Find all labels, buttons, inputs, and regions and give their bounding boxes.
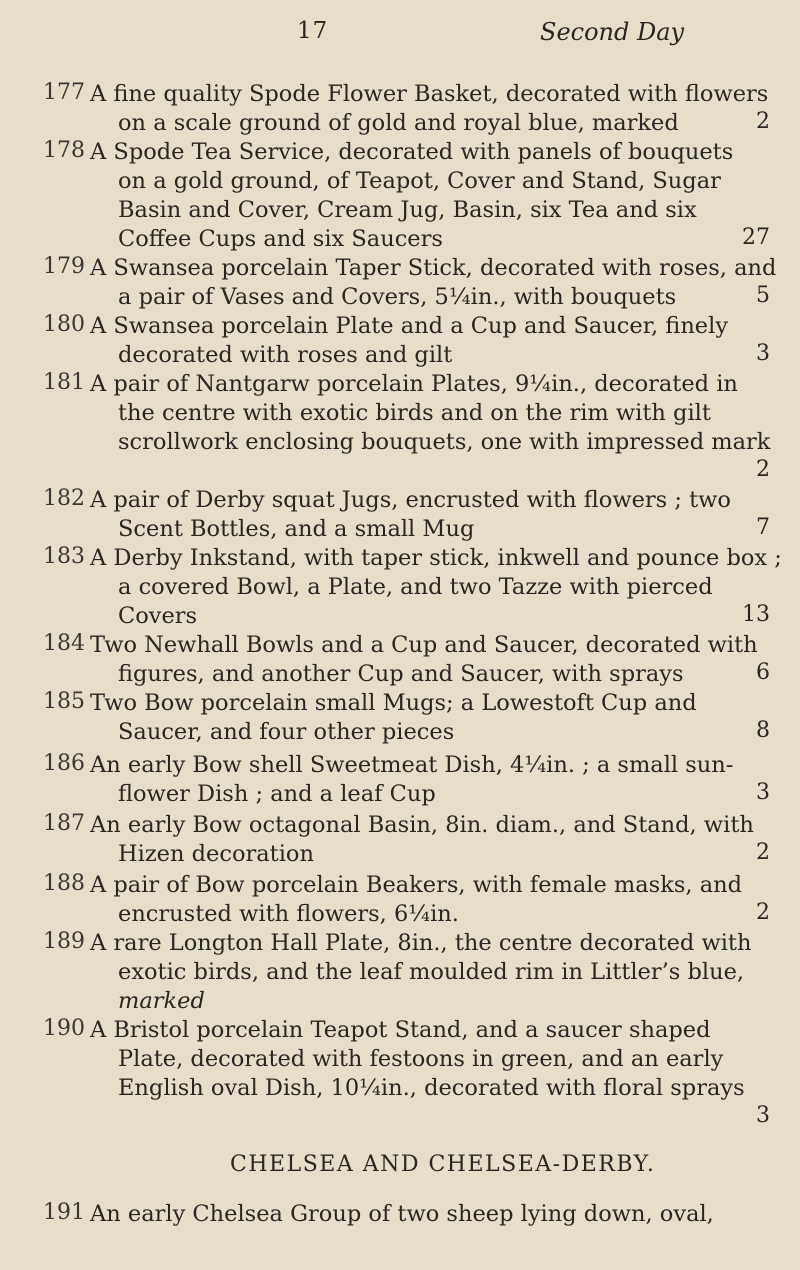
- lot-quantity: 2: [756, 109, 770, 134]
- lot-line: A rare Longton Hall Plate, 8in., the centre decorated with: [90, 930, 752, 956]
- lot-number: 177: [43, 80, 85, 105]
- lot-description: [90, 254, 780, 312]
- page-header: [0, 14, 800, 54]
- lot-number: 191: [43, 1200, 85, 1225]
- lot-description: [90, 1016, 780, 1103]
- lot-description: [90, 1200, 780, 1229]
- lot-description: [90, 689, 780, 747]
- lot-number: 179: [43, 254, 85, 279]
- lot-line: Scent Bottles, and a small Mug: [118, 516, 475, 542]
- lot-description: [90, 80, 780, 138]
- lot-quantity: 8: [756, 718, 770, 743]
- lot-line: Saucer, and four other pieces: [118, 719, 455, 745]
- lot-line: on a gold ground, of Teapot, Cover and Stand, Sugar: [118, 168, 721, 194]
- lot-line: Two Bow porcelain small Mugs; a Lowestoft Cup and: [90, 690, 697, 716]
- lot-description: [90, 312, 780, 370]
- lot-description: [90, 871, 780, 929]
- lot-line: A Swansea porcelain Plate and a Cup and Saucer, finely: [90, 313, 729, 339]
- lot-line: decorated with roses and gilt: [118, 342, 453, 368]
- lot-number: 190: [43, 1016, 85, 1041]
- lot-line: Covers: [118, 603, 198, 629]
- lot-line: An early Chelsea Group of two sheep lying down, oval,: [90, 1201, 714, 1227]
- lot-line: English oval Dish, 10¼in., decorated with floral sprays: [118, 1075, 745, 1101]
- lot-number: 188: [43, 871, 85, 896]
- lot-description: [90, 751, 780, 809]
- lot-number: 189: [43, 929, 85, 954]
- lot-line: An early Bow octagonal Basin, 8in. diam., and Stand, with: [90, 812, 754, 838]
- day-title: Second Day: [540, 18, 685, 46]
- lot-line: Two Newhall Bowls and a Cup and Saucer, decorated with: [90, 632, 758, 658]
- lot-description: [90, 544, 780, 631]
- lot-number: 186: [43, 751, 85, 776]
- lot-line: a covered Bowl, a Plate, and two Tazze with pierced: [118, 574, 713, 600]
- lot-description: [90, 486, 780, 544]
- lot-description: [90, 370, 780, 457]
- lot-quantity: 2: [756, 900, 770, 925]
- lot-line: Coffee Cups and six Saucers: [118, 226, 443, 252]
- lot-quantity: 3: [756, 341, 770, 366]
- page-number: 17: [297, 18, 329, 44]
- lot-line: A pair of Nantgarw porcelain Plates, 9¼in., decorated in: [90, 371, 738, 397]
- lot-line: exotic birds, and the leaf moulded rim in Littler’s blue,: [118, 959, 745, 985]
- lot-line: marked: [118, 988, 205, 1014]
- lot-number: 182: [43, 486, 85, 511]
- lot-line: Hizen decoration: [118, 841, 314, 867]
- lot-line: Basin and Cover, Cream Jug, Basin, six Tea and six: [118, 197, 697, 223]
- lot-number: 185: [43, 689, 85, 714]
- lot-line: An early Bow shell Sweetmeat Dish, 4¼in. ; a small sun-: [90, 752, 734, 778]
- lot-number: 180: [43, 312, 85, 337]
- lot-quantity: 2: [756, 457, 770, 482]
- lot-line: A pair of Derby squat Jugs, encrusted with flowers ; two: [90, 487, 731, 513]
- lot-quantity: 5: [756, 283, 770, 308]
- lot-description: [90, 811, 780, 869]
- lot-line: A Bristol porcelain Teapot Stand, and a saucer shaped: [90, 1017, 711, 1043]
- lot-line: on a scale ground of gold and royal blue, marked: [118, 110, 679, 136]
- lot-line: A Derby Inkstand, with taper stick, inkwell and pounce box ;: [90, 545, 782, 571]
- lot-description: [90, 631, 780, 689]
- lot-line: a pair of Vases and Covers, 5¼in., with bouquets: [118, 284, 677, 310]
- lot-line: Plate, decorated with festoons in green, and an early: [118, 1046, 724, 1072]
- lot-number: 184: [43, 631, 85, 656]
- lot-description: [90, 929, 780, 1016]
- lot-line: A Spode Tea Service, decorated with panels of bouquets: [90, 139, 734, 165]
- lot-description: [90, 138, 780, 254]
- lot-quantity: 3: [756, 1103, 770, 1128]
- lot-quantity: 3: [756, 780, 770, 805]
- lot-quantity: 6: [756, 660, 770, 685]
- lot-line: scrollwork enclosing bouquets, one with impressed mark: [118, 429, 771, 455]
- section-heading: CHELSEA AND CHELSEA-DERBY.: [230, 1152, 656, 1177]
- lot-quantity: 2: [756, 840, 770, 865]
- lot-line: encrusted with flowers, 6¼in.: [118, 901, 459, 927]
- lot-line: figures, and another Cup and Saucer, with sprays: [118, 661, 684, 687]
- lot-line: the centre with exotic birds and on the rim with gilt: [118, 400, 711, 426]
- lot-number: 183: [43, 544, 85, 569]
- lot-number: 178: [43, 138, 85, 163]
- lot-line: flower Dish ; and a leaf Cup: [118, 781, 436, 807]
- lot-line: A Swansea porcelain Taper Stick, decorated with roses, and: [90, 255, 777, 281]
- lot-quantity: 13: [742, 602, 770, 627]
- lot-quantity: 27: [742, 225, 770, 250]
- lot-number: 181: [43, 370, 85, 395]
- lot-line: A fine quality Spode Flower Basket, decorated with flowers: [90, 81, 769, 107]
- lot-number: 187: [43, 811, 85, 836]
- lot-line: A pair of Bow porcelain Beakers, with female masks, and: [90, 872, 743, 898]
- lot-quantity: 7: [756, 515, 770, 540]
